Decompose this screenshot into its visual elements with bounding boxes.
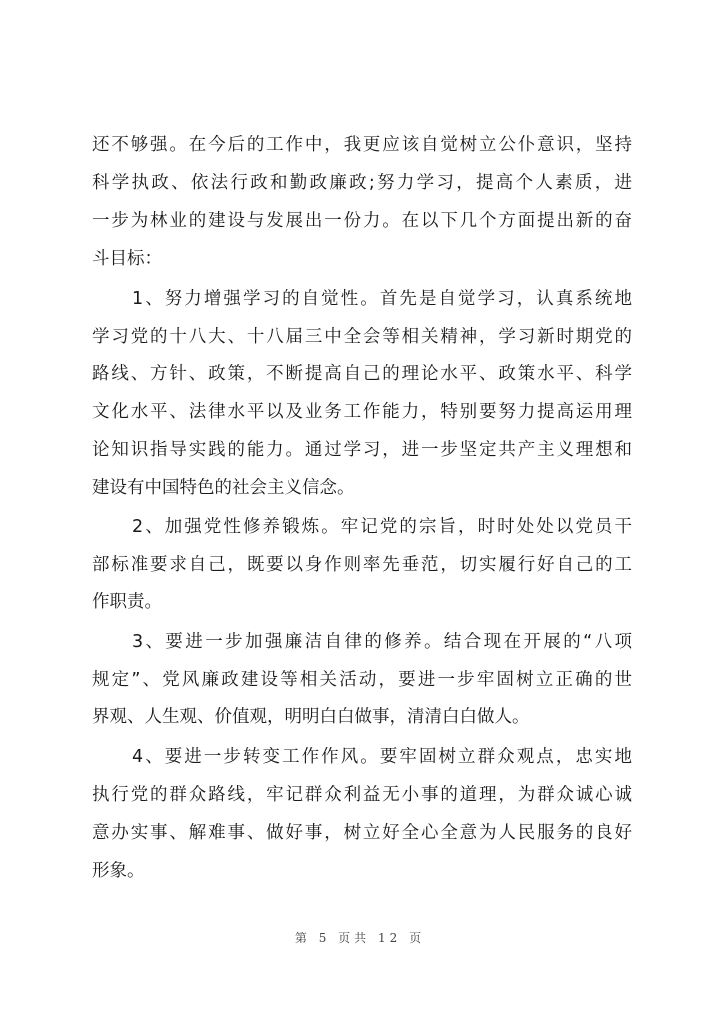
list-item-1-line: 1、努力增强学习的自觉性。首先是自觉学习，认真系统地 [132, 289, 632, 309]
text-line: 部标准要求自己，既要以身作则率先垂范，切实履行好自己的工 [92, 555, 632, 575]
text-line: 界观、人生观、价值观，明明白白做事，清清白白做人。 [92, 707, 530, 727]
list-item-3-line: 3、要进一步加强廉洁自律的修养。结合现在开展的“八项 [132, 632, 632, 652]
text-line: 科学执政、依法行政和勤政廉政;努力学习，提高个人素质，进 [92, 173, 632, 193]
text-line: 斗目标： [92, 249, 162, 269]
text-line: 作职责。 [92, 592, 162, 612]
text-line: 学习党的十八大、十八届三中全会等相关精神，学习新时期党的 [92, 327, 632, 347]
text-line: 还不够强。在今后的工作中，我更应该自觉树立公仆意识，坚持 [92, 135, 632, 155]
text-line: 文化水平、法律水平以及业务工作能力，特别要努力提高运用理 [92, 402, 632, 422]
list-item-2-line: 2、加强党性修养锻炼。牢记党的宗旨，时时处处以党员干 [132, 517, 632, 537]
text-line: 路线、方针、政策，不断提高自己的理论水平、政策水平、科学 [92, 364, 632, 384]
text-line: 形象。 [92, 861, 145, 881]
text-line: 意办实事、解难事、做好事，树立好全心全意为人民服务的良好 [92, 823, 632, 843]
page-number-footer: 第 5 页共 12 页 [294, 931, 426, 945]
text-line: 建设有中国特色的社会主义信念。 [92, 478, 355, 498]
list-item-4-line: 4、要进一步转变工作作风。要牢固树立群众观点，忠实地 [132, 747, 632, 767]
text-line: 一步为林业的建设与发展出一份力。在以下几个方面提出新的奋 [92, 211, 632, 231]
text-line: 规定”、党风廉政建设等相关活动，要进一步牢固树立正确的世 [92, 670, 632, 690]
text-line: 执行党的群众路线，牢记群众利益无小事的道理，为群众诚心诚 [92, 785, 632, 805]
text-line: 论知识指导实践的能力。通过学习，进一步坚定共产主义理想和 [92, 440, 632, 460]
